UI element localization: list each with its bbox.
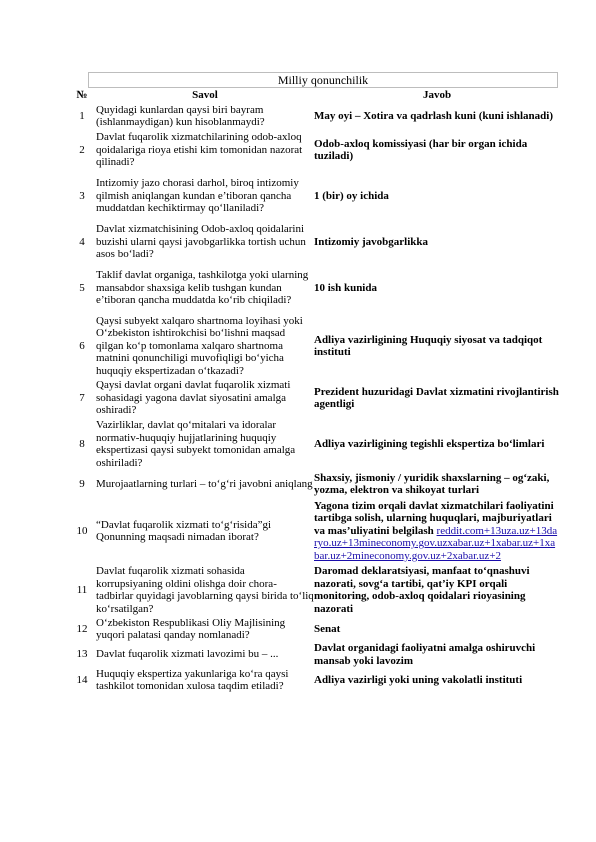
row-number: 5 [79,281,85,294]
question-cell: Davlat xizmatchisining Odob-axloq qoidalarini buzishi ularni qaysi javobgarlikka tortish uchun asos bo‘ladi? [96,223,306,261]
answer-cell [314,498,560,564]
section-title: Milliy qonunchilik [88,72,558,88]
table-row [68,418,560,470]
table-row [68,642,560,667]
table-row [68,564,560,616]
answer-cell: Adliya vazirligining tegishli ekspertiza bo‘limlari [314,437,545,450]
table-row [68,262,560,314]
row-number: 8 [79,437,85,450]
answer-cell: May oyi – Xotira va qadrlash kuni (kuni ishlanadi) [314,109,554,122]
qa-table [68,89,560,693]
header-num: № [76,89,88,101]
question-cell: Davlat fuqarolik xizmatchilarining odob-axloq qoidalariga rioya etishi kim tomonidan nazorat qilinadi? [96,131,303,169]
header-question: Savol [192,89,218,101]
row-number: 14 [76,673,88,686]
answer-cell: Prezident huzuridagi Davlat xizmatini rivojlantirish agentligi [314,385,559,410]
row-number: 1 [79,109,85,122]
answer-cell: 10 ish kunida [314,281,377,294]
header-answer: Javob [422,89,452,101]
answer-cell: Adliya vazirligining Huquqiy siyosat va tadqiqot instituti [314,333,543,358]
answer-cell: Shaxsiy, jismoniy / yuridik shaxslarning – og‘zaki, yozma, elektron va shikoyat turlari [314,471,550,496]
table-row [68,470,560,498]
row-number: 7 [79,391,85,404]
row-number: 11 [76,583,88,596]
question-cell: Intizomiy jazo chorasi darhol, biroq intizomiy qilmish aniqlangan kundan e’tiboran qancha muddatdan kechiktirmay qo‘llaniladi? [96,177,299,215]
question-cell: Davlat fuqarolik xizmati lavozimi bu – ... [96,648,279,661]
row-number: 3 [79,189,85,202]
question-cell: “Davlat fuqarolik xizmati to‘g‘risida”gi Qonunning maqsadi nimadan iborat? [96,518,272,543]
row-number: 12 [76,622,88,635]
table-row [68,102,560,130]
row-number: 2 [79,143,85,156]
row-number: 9 [79,477,85,490]
row-number: 13 [76,648,88,661]
question-cell: Vazirliklar, davlat qo‘mitalari va idoralar normativ-huquqiy hujjatlarining huquqiy ekspertizasi qaysi subyekt tomonidan amalga oshiriladi? [96,419,296,469]
table-row [68,222,560,262]
answer-cell: Daromad deklaratsiyasi, manfaat to‘qnashuvi nazorati, sovg‘a tartibi, qat’iy KPI orqali monitoring, odob-axloq qoidalari rioyasining nazorati [314,565,530,615]
table-row [68,130,560,170]
answer-cell: Adliya vazirligi yoki uning vakolatli instituti [314,673,523,686]
question-cell: Quyidagi kunlardan qaysi biri bayram (ishlanmaydigan) kun hisoblanmaydi? [96,103,265,128]
question-cell: Davlat fuqarolik xizmati sohasida korrupsiyaning oldini olishga doir chora-tadbirlar quyidagi javoblarning qaysi birida to‘liq ko‘rsatilgan? [96,565,314,615]
question-cell: Huquqiy ekspertiza yakunlariga ko‘ra qaysi tashkilot tomonidan xulosa taqdim etiladi? [96,667,289,692]
question-cell: Qaysi subyekt xalqaro shartnoma loyihasi yoki O‘zbekiston ishtirokchisi bo‘lishni maqsad qilgan ko‘p tomonlama xalqaro shartnoma matnini qonunchiligi muvofiqligi bo‘yicha huquqiy ekspertizadan o‘tkazadi? [96,314,303,377]
answer-cell: Senat [314,622,341,635]
question-cell: Taklif davlat organiga, tashkilotga yoki ularning mansabdor shaxsiga kelib tushgan kundan e’tiboran qancha muddatda ko‘rib chiqiladi? [96,269,309,307]
answer-cell: 1 (bir) oy ichida [314,189,389,202]
question-cell: O‘zbekiston Respublikasi Oliy Majlisining yuqori palatasi qanday nomlanadi? [96,616,286,641]
table-row [68,170,560,222]
table-row [68,378,560,418]
table-row [68,667,560,693]
row-number: 4 [79,235,85,248]
table-row [68,314,560,378]
answer-cell: Davlat organidagi faoliyatni amalga oshiruvchi mansab yoki lavozim [314,642,536,667]
question-cell: Qaysi davlat organi davlat fuqarolik xizmati sohasidagi yagona davlat siyosatini amalga oshiradi? [96,379,291,417]
header-row [68,89,560,102]
answer-cell: Odob-axloq komissiyasi (har bir organ ichida tuziladi) [314,137,528,162]
answer-text: Yagona tizim orqali davlat xizmatchilari faoliyatini tartibga solish, ularning huquqlari, majburiyatlari va mas’uliyatini belgilash [314,499,554,537]
row-number: 10 [76,524,88,537]
answer-link[interactable]: reddit.com+13uza.uz+13daryo.uz+13mineconomy.gov.uzxabar.uz+1xabar.uz+1xabar.uz+2mineconomy.gov.uz+2xabar.uz+2 [314,524,558,562]
table-row [68,616,560,642]
question-cell: Murojaatlarning turlari – to‘g‘ri javobni aniqlang [96,477,313,490]
answer-cell: Intizomiy javobgarlikka [314,235,428,248]
table-row [68,498,560,564]
row-number: 6 [79,339,85,352]
